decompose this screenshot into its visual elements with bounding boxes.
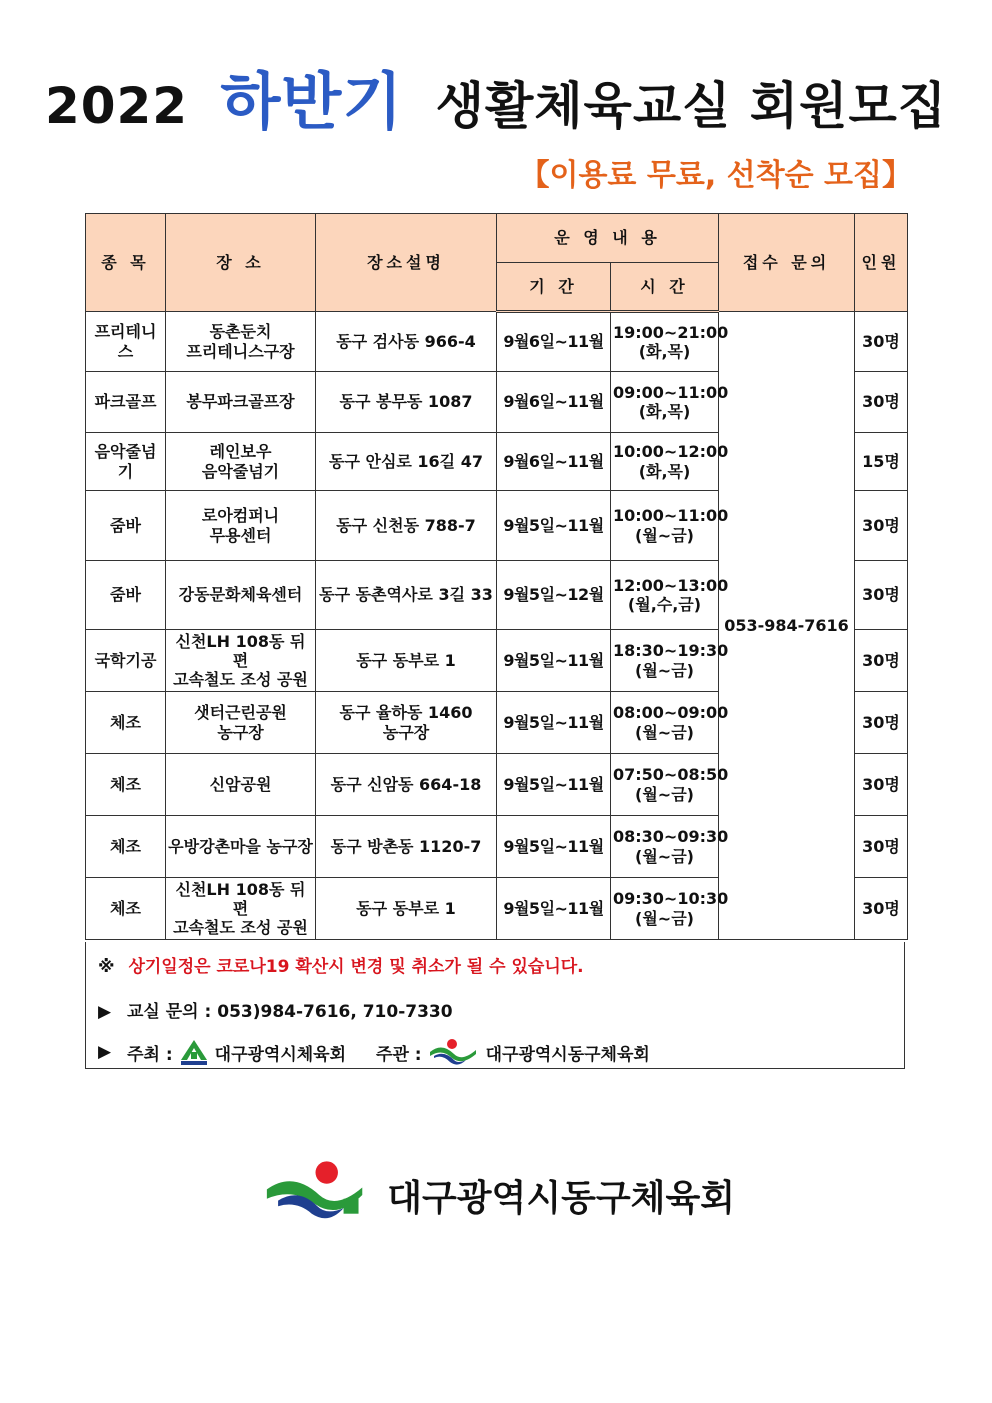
daegu-sports-logo-icon xyxy=(179,1038,209,1066)
header-sport: 종 목 xyxy=(86,214,166,312)
cell-capacity: 30명 xyxy=(855,692,908,754)
cell-place-desc: 동구 동부로 1 xyxy=(316,878,497,940)
cell-place: 샛터근린공원 농구장 xyxy=(166,692,316,754)
bullet-icon: ▶ xyxy=(98,1002,112,1022)
header-place-desc: 장소설명 xyxy=(316,214,497,312)
title-year: 2022 xyxy=(44,77,189,135)
cell-sport: 줌바 xyxy=(86,561,166,630)
cell-place-desc: 동구 봉무동 1087 xyxy=(316,372,497,433)
notes-box xyxy=(85,942,905,1069)
cell-place: 우방강촌마을 농구장 xyxy=(166,816,316,878)
cell-place-desc: 동구 동촌역사로 3길 33 xyxy=(316,561,497,630)
organizer-label: 주관 : xyxy=(376,1044,422,1065)
cell-sport: 줌바 xyxy=(86,491,166,561)
time-range: 09:00~11:00 xyxy=(613,382,729,402)
cell-place-desc: 동구 검사동 966-4 xyxy=(316,312,497,372)
donggu-sports-logo-icon xyxy=(428,1038,480,1066)
time-range: 08:30~09:30 xyxy=(613,827,729,847)
donggu-sports-emblem-icon xyxy=(265,1155,377,1235)
notice-text: 상기일정은 코로나19 확산시 변경 및 취소가 될 수 있습니다. xyxy=(128,957,584,977)
cell-time xyxy=(611,878,729,940)
time-days: (화,목) xyxy=(638,461,691,481)
cell-place-desc: 동구 신천동 788-7 xyxy=(316,491,497,561)
cell-sport: 음악줄넘기 xyxy=(86,433,166,491)
cell-time xyxy=(611,630,729,692)
cell-period: 9월5일~11월 xyxy=(497,692,611,754)
cell-capacity: 30명 xyxy=(855,878,908,940)
cell-period: 9월5일~11월 xyxy=(497,878,611,940)
cell-period: 9월5일~11월 xyxy=(497,491,611,561)
cell-capacity: 15명 xyxy=(855,433,908,491)
header-time: 시 간 xyxy=(611,263,719,312)
cell-sport: 파크골프 xyxy=(86,372,166,433)
header-place: 장 소 xyxy=(166,214,316,312)
cell-place: 레인보우 음악줄넘기 xyxy=(166,433,316,491)
organizer-name: 대구광역시동구체육회 xyxy=(485,1044,650,1065)
header-operation: 운 영 내 용 xyxy=(497,214,719,263)
cell-place: 강동문화체육센터 xyxy=(166,561,316,630)
schedule-table xyxy=(85,213,908,940)
cell-time xyxy=(611,312,729,372)
time-range: 07:50~08:50 xyxy=(613,765,729,785)
time-range: 19:00~21:00 xyxy=(613,322,729,342)
title-rest: 생활체육교실 회원모집 xyxy=(435,77,948,135)
time-days: (월~금) xyxy=(635,846,694,866)
cell-capacity: 30명 xyxy=(855,372,908,433)
footer-org-name: 대구광역시동구체육회 xyxy=(387,1177,735,1219)
time-range: 08:00~09:00 xyxy=(613,703,729,723)
cell-sport: 프리테니스 xyxy=(86,312,166,372)
page-title xyxy=(0,52,992,141)
header-capacity: 인원 xyxy=(855,214,908,312)
cell-sport: 체조 xyxy=(86,754,166,816)
cell-place-desc: 동구 방촌동 1120-7 xyxy=(316,816,497,878)
time-days: (월~금) xyxy=(635,525,694,545)
time-range: 18:30~19:30 xyxy=(613,641,729,661)
cell-time xyxy=(611,692,729,754)
cell-place: 신천LH 108동 뒤편 고속철도 조성 공원 xyxy=(166,630,316,692)
time-days: (월~금) xyxy=(635,784,694,804)
cell-place-desc: 동구 안심로 16길 47 xyxy=(316,433,497,491)
cell-sport: 체조 xyxy=(86,692,166,754)
cell-place: 동촌둔치 프리테니스구장 xyxy=(166,312,316,372)
table-row xyxy=(86,312,908,372)
cell-sport: 체조 xyxy=(86,878,166,940)
time-days: (월~금) xyxy=(635,722,694,742)
cell-sport: 체조 xyxy=(86,816,166,878)
cell-time xyxy=(611,433,729,491)
cell-place-desc: 동구 율하동 1460 농구장 xyxy=(316,692,497,754)
subtitle: 【이용료 무료, 선착순 모집】 xyxy=(519,158,912,193)
time-days: (월~금) xyxy=(635,660,694,680)
time-range: 10:00~11:00 xyxy=(613,506,729,526)
cell-period: 9월6일~11월 xyxy=(497,312,611,372)
cell-period: 9월5일~11월 xyxy=(497,754,611,816)
time-days: (화,목) xyxy=(638,342,691,361)
time-days: (월,수,금) xyxy=(627,595,702,614)
cell-place-desc: 동구 신암동 664-18 xyxy=(316,754,497,816)
covid-notice xyxy=(98,952,584,977)
cell-capacity: 30명 xyxy=(855,312,908,372)
host-name: 대구광역시체육회 xyxy=(214,1044,347,1065)
cell-period: 9월5일~11월 xyxy=(497,630,611,692)
cell-period: 9월6일~11월 xyxy=(497,372,611,433)
header-period: 기 간 xyxy=(497,263,611,312)
cell-place: 봉무파크골프장 xyxy=(166,372,316,433)
header-contact: 접수 문의 xyxy=(719,214,855,312)
cell-place: 신암공원 xyxy=(166,754,316,816)
inquiry-text: 교실 문의 : 053)984-7616, 710-7330 xyxy=(127,1002,453,1022)
cell-capacity: 30명 xyxy=(855,816,908,878)
cell-contact-phone: 053-984-7616 xyxy=(719,312,855,940)
cell-time xyxy=(611,561,729,630)
time-range: 12:00~13:00 xyxy=(613,575,729,595)
notice-mark: ※ xyxy=(98,957,115,977)
host-label: 주최 : xyxy=(127,1044,173,1065)
cell-capacity: 30명 xyxy=(855,561,908,630)
inquiry-line xyxy=(98,997,453,1022)
time-days: (월~금) xyxy=(635,908,694,928)
footer-logo xyxy=(265,1155,735,1235)
cell-period: 9월6일~11월 xyxy=(497,433,611,491)
cell-time xyxy=(611,754,729,816)
cell-capacity: 30명 xyxy=(855,754,908,816)
cell-period: 9월5일~11월 xyxy=(497,816,611,878)
cell-time xyxy=(611,816,729,878)
cell-sport: 국학기공 xyxy=(86,630,166,692)
time-range: 10:00~12:00 xyxy=(613,442,729,462)
schedule-rows xyxy=(86,312,908,940)
host-line xyxy=(98,1038,650,1066)
bullet-icon: ▶ xyxy=(98,1042,112,1062)
cell-time xyxy=(611,372,729,433)
time-range: 09:30~10:30 xyxy=(613,889,729,909)
cell-place: 로아컴퍼니 무용센터 xyxy=(166,491,316,561)
title-accent: 하반기 xyxy=(220,65,404,138)
cell-period: 9월5일~12월 xyxy=(497,561,611,630)
cell-time xyxy=(611,491,729,561)
cell-capacity: 30명 xyxy=(855,630,908,692)
cell-place: 신천LH 108동 뒤편 고속철도 조성 공원 xyxy=(166,878,316,940)
cell-capacity: 30명 xyxy=(855,491,908,561)
time-days: (화,목) xyxy=(638,402,691,421)
cell-place-desc: 동구 동부로 1 xyxy=(316,630,497,692)
